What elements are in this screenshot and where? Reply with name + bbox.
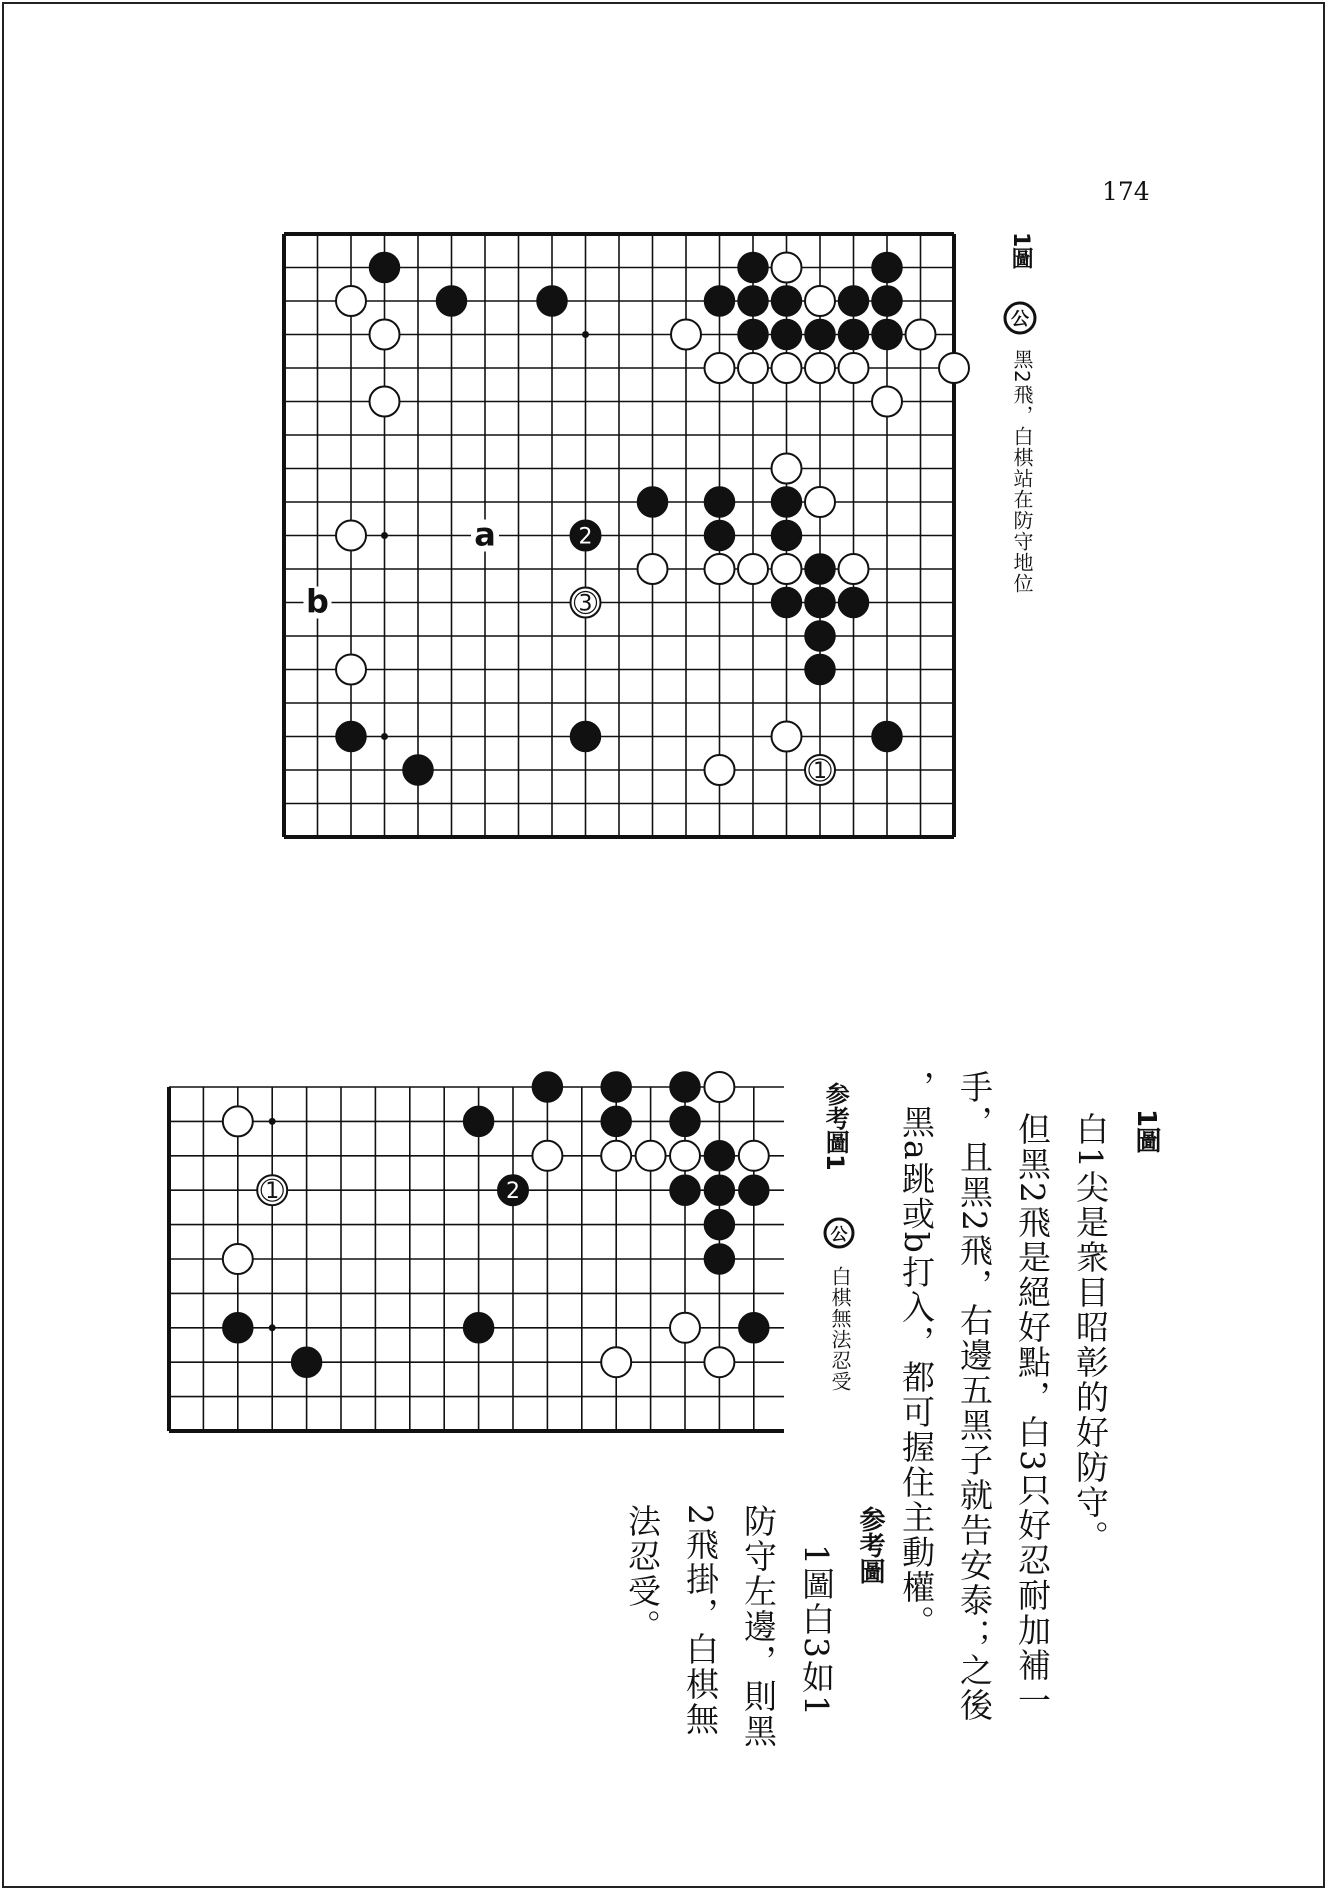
go-board-reference-1 — [164, 1069, 784, 1449]
black-stone — [772, 320, 802, 350]
white-stone — [705, 755, 735, 785]
black-stone — [437, 286, 467, 316]
black-stone — [704, 1210, 734, 1240]
black-stone — [772, 521, 802, 551]
white-stone — [738, 353, 768, 383]
reference-line-1: 1圖白3如1 — [797, 1544, 836, 1718]
commentary-line-1: 白1尖是衆目昭彰的好防守。 — [1071, 1112, 1110, 1555]
black-stone — [223, 1313, 253, 1343]
reference-line-2: 防守左邊，則黑 — [739, 1504, 778, 1749]
black-stone — [670, 1072, 700, 1102]
reference-commentary-title: 参考圖 — [855, 1506, 885, 1584]
black-stone — [571, 722, 601, 752]
black-stone — [839, 320, 869, 350]
black-stone — [336, 722, 366, 752]
black-stone — [739, 1313, 769, 1343]
white-stone — [906, 320, 936, 350]
figure-1-title: 1圖 — [1008, 232, 1034, 270]
black-stone — [739, 1175, 769, 1205]
black-stone — [537, 286, 567, 316]
white-stone — [336, 521, 366, 551]
white-stone — [772, 253, 802, 283]
black-stone — [704, 1141, 734, 1171]
black-stone — [839, 286, 869, 316]
black-stone — [704, 1175, 734, 1205]
black-stone — [601, 1072, 631, 1102]
white-stone — [805, 286, 835, 316]
black-stone — [738, 253, 768, 283]
white-stone — [336, 286, 366, 316]
black-stone — [805, 554, 835, 584]
black-stone — [292, 1347, 322, 1377]
black-stone — [872, 286, 902, 316]
commentary-line-3: 手，且黑2飛，右邊五黑子就告安泰；之後 — [955, 1070, 994, 1723]
stone-number: 1 — [813, 759, 827, 784]
white-stone — [805, 353, 835, 383]
black-stone — [805, 588, 835, 618]
black-stone — [464, 1106, 494, 1136]
black-stone — [872, 253, 902, 283]
white-stone — [601, 1141, 631, 1171]
commentary-title: 1圖 — [1131, 1109, 1161, 1154]
white-stone — [872, 387, 902, 417]
figure-1-badge-text: 公 — [1011, 309, 1029, 330]
reference-1-badge-icon — [822, 1216, 856, 1250]
commentary-line-4: ，黑a跳或b打入，都可握住主動權。 — [897, 1070, 936, 1640]
black-stone — [601, 1106, 631, 1136]
white-stone — [739, 1141, 769, 1171]
white-stone — [223, 1244, 253, 1274]
black-stone — [872, 320, 902, 350]
star-point — [269, 1118, 276, 1125]
black-stone — [805, 655, 835, 685]
stone-number: 2 — [506, 1179, 520, 1205]
marker-b-label: b — [306, 582, 329, 621]
white-stone — [704, 1072, 734, 1102]
book-page — [2, 2, 1325, 1888]
white-stone — [532, 1141, 562, 1171]
black-stone — [738, 286, 768, 316]
black-stone — [772, 286, 802, 316]
black-stone — [872, 722, 902, 752]
white-stone — [772, 722, 802, 752]
white-stone — [705, 554, 735, 584]
black-stone — [839, 588, 869, 618]
black-stone — [705, 487, 735, 517]
black-stone — [772, 487, 802, 517]
black-stone — [670, 1106, 700, 1136]
black-stone — [638, 487, 668, 517]
white-stone — [638, 554, 668, 584]
figure-1-caption-column — [1009, 232, 1032, 269]
white-stone — [805, 487, 835, 517]
white-stone — [370, 387, 400, 417]
figure-1-caption: 黑2飛，白棋站在防守地位 — [1010, 349, 1034, 594]
reference-1-title: 参考圖1 — [821, 1082, 850, 1171]
white-stone — [670, 1313, 700, 1343]
figure-1-badge-icon — [1002, 300, 1038, 336]
white-stone — [772, 554, 802, 584]
black-stone — [670, 1175, 700, 1205]
white-stone — [370, 320, 400, 350]
black-stone — [705, 286, 735, 316]
go-board-figure-1 — [274, 224, 984, 929]
reference-line-4: 法忍受。 — [623, 1504, 662, 1644]
star-point — [381, 532, 388, 539]
white-stone — [839, 353, 869, 383]
white-stone — [738, 554, 768, 584]
reference-line-3: 2飛掛，白棋無 — [681, 1504, 720, 1737]
black-stone — [805, 320, 835, 350]
white-stone — [939, 353, 969, 383]
white-stone — [705, 353, 735, 383]
stone-number: 2 — [578, 524, 593, 550]
white-stone — [772, 353, 802, 383]
black-stone — [738, 320, 768, 350]
black-stone — [705, 521, 735, 551]
white-stone — [336, 655, 366, 685]
black-stone — [772, 588, 802, 618]
star-point — [381, 733, 388, 740]
white-stone — [704, 1347, 734, 1377]
reference-1-badge-text: 公 — [830, 1225, 848, 1245]
black-stone — [370, 253, 400, 283]
marker-a-label: a — [474, 515, 496, 554]
white-stone — [772, 454, 802, 484]
stone-number: 3 — [578, 591, 593, 617]
black-stone — [704, 1244, 734, 1274]
white-stone — [839, 554, 869, 584]
black-stone — [805, 621, 835, 651]
commentary-line-2: 但黑2飛是絕好點，白3只好忍耐加補一 — [1013, 1112, 1052, 1718]
black-stone — [464, 1313, 494, 1343]
page-number: 174 — [1102, 177, 1150, 206]
black-stone — [403, 755, 433, 785]
star-point — [582, 331, 589, 338]
stone-number: 1 — [265, 1179, 280, 1205]
white-stone — [671, 320, 701, 350]
white-stone — [223, 1106, 253, 1136]
white-stone — [670, 1141, 700, 1171]
black-stone — [532, 1072, 562, 1102]
star-point — [269, 1324, 276, 1331]
reference-1-caption: 白棋無法忍受 — [828, 1266, 852, 1392]
white-stone — [636, 1141, 666, 1171]
white-stone — [601, 1347, 631, 1377]
